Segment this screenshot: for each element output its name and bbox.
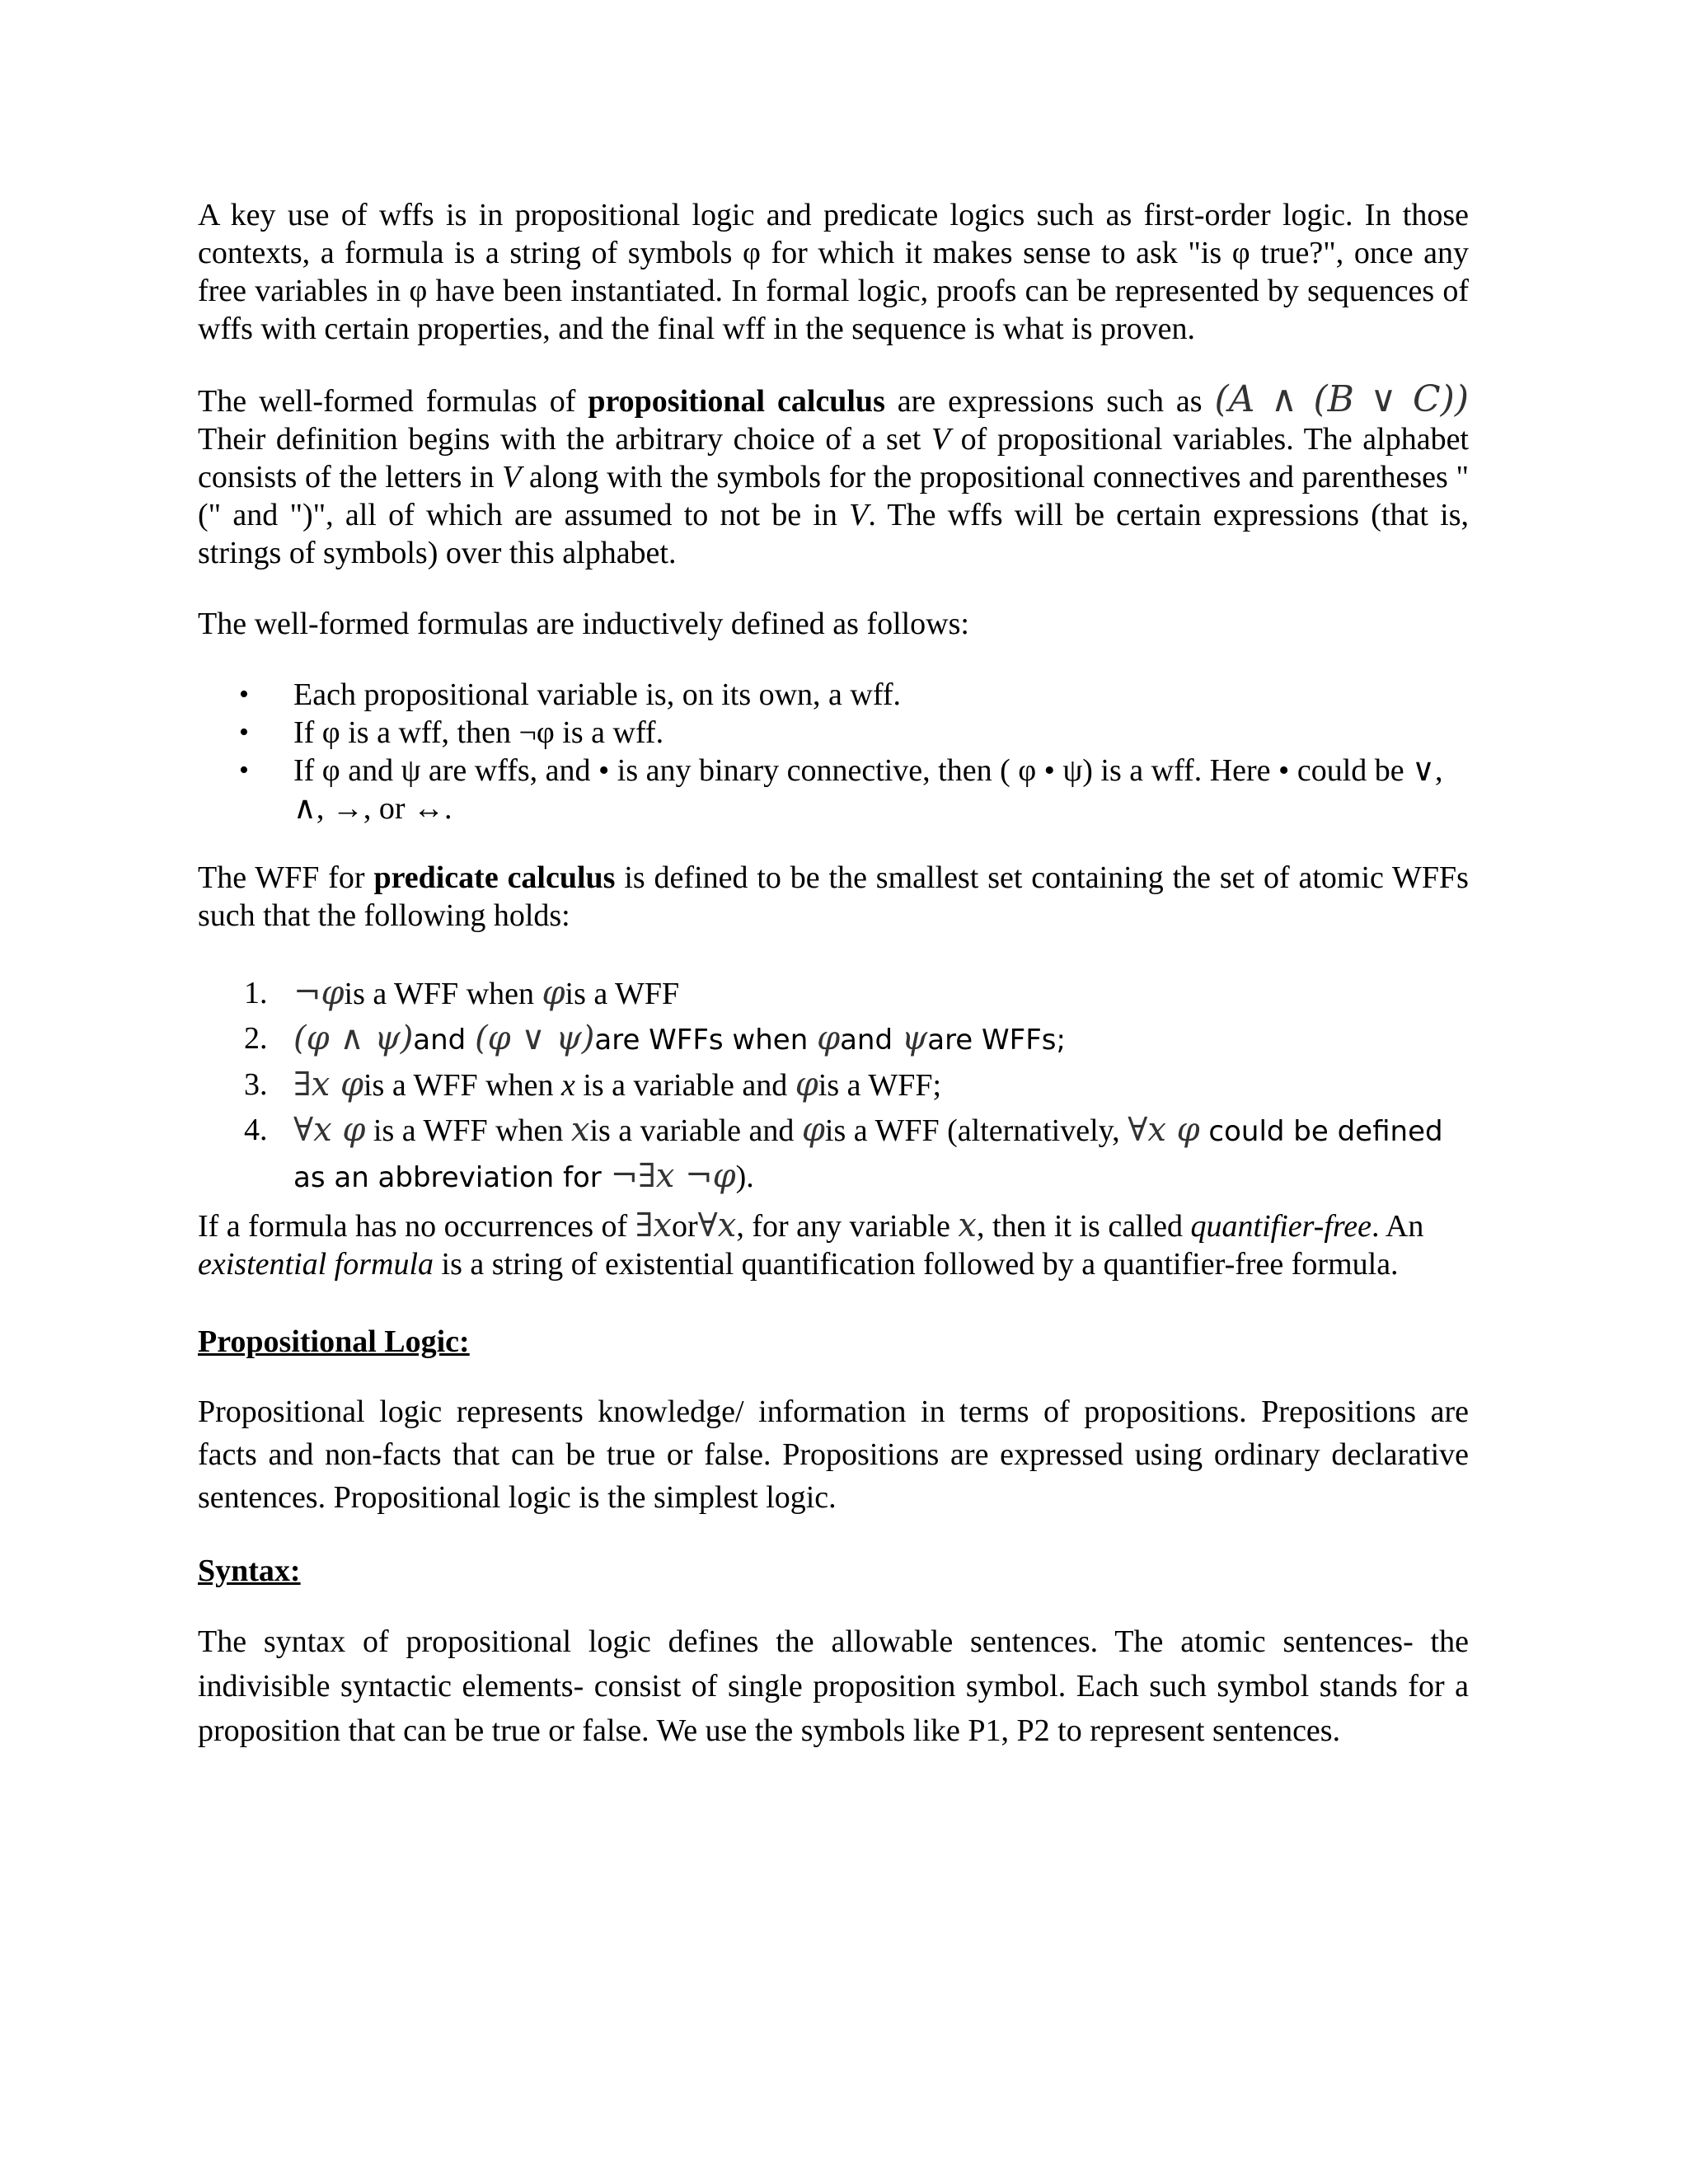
term-predicate-calculus: predicate calculus xyxy=(373,860,616,895)
heading-syntax: Syntax: xyxy=(198,1554,301,1588)
document-body xyxy=(198,196,1469,1753)
paragraph-wff-use: A key use of wffs is in propositional logic and predicate logics such as first-order logic. In those contexts, a formula is a string of symbols φ for which it makes sense to ask "is φ true?", once any free variables in φ have been instantiated. In formal logic, proofs can be represented by sequences of wffs with certain properties, and the final wff in the sequence is what is proven. xyxy=(198,198,1469,346)
paragraph-predicate-calculus: The WFF for predicate calculus is defined to be the smallest set containing the set of atomic WFFs such that the following holds: xyxy=(198,860,1469,933)
paragraph-syntax: The syntax of propositional logic defines the allowable sentences. The atomic sentences- the indivisible syntactic elements- consist of single proposition symbol. Each such symbol stands for a proposition that can be true or false. We use the symbols like P1, P2 to represent sentences. xyxy=(198,1624,1469,1748)
predicate-rules-list xyxy=(198,971,1469,1200)
formula-example: (A ∧ (B ∨ C)) xyxy=(1214,378,1469,420)
list-item: 4. ∀x φ is a WFF when xis a variable and φis a WFF (alternatively, ∀x φ could be defined as an abbreviation for ¬∃x ¬φ). xyxy=(244,1111,1443,1195)
list-item: • Each propositional variable is, on its own, a wff. xyxy=(198,676,1469,714)
paragraph-propositional-logic: Propositional logic represents knowledge/ information in terms of propositions. Prepositions are facts and non-facts that can be true or false. Propositions are expressed using ordinary declarative sentences. Propositional logic is the simplest logic. xyxy=(198,1394,1469,1515)
paragraph-inductive-definition: The well-formed formulas are inductively defined as follows: xyxy=(198,607,969,641)
list-item: • If φ and ψ are wffs, and • is any binary connective, then ( φ • ψ) is a wff. Here • could be ∨, ∧, →, or ↔. xyxy=(198,752,1469,827)
wff-rules-list xyxy=(198,676,1469,827)
list-item: 2. (φ ∧ ψ)and (φ ∨ ψ)are WFFs when φand ψare WFFs; xyxy=(244,1019,1066,1057)
paragraph-propositional-calculus: The well-formed formulas of propositional calculus are expressions such as (A ∧ (B ∨ C)) Their definition begins with the arbitrary choice of a set V of propositional variables. The alphabet consists of the letters in V along with the symbols for the propositional connectives and parentheses "(" and ")", all of which are assumed to not be in V. The wffs will be certain expressions (that is, strings of symbols) over this alphabet. xyxy=(198,378,1469,570)
list-item: • If φ is a wff, then ¬φ is a wff. xyxy=(198,714,1469,752)
list-item: 1. ¬φis a WFF when φis a WFF xyxy=(244,974,680,1012)
term-propositional-calculus: propositional calculus xyxy=(588,384,885,419)
list-item: 3. ∃x φis a WFF when x is a variable and φis a WFF; xyxy=(244,1066,942,1104)
heading-propositional-logic: Propositional Logic: xyxy=(198,1324,470,1359)
paragraph-quantifier-free: If a formula has no occurrences of ∃xor∀x, for any variable x, then it is called quantifier-free. An existential formula is a string of existential quantification followed by a quantifier-free formula. xyxy=(198,1207,1424,1282)
